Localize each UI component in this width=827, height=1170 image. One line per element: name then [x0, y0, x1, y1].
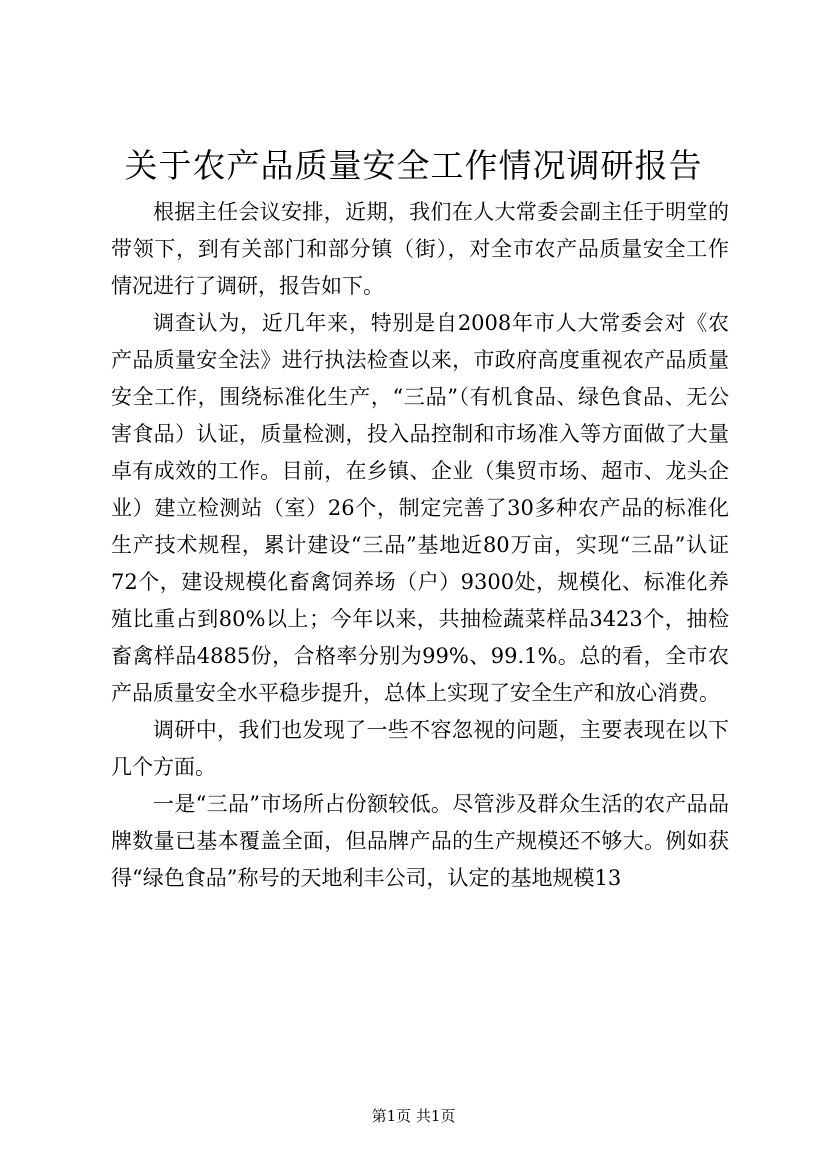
document-title: 关于农产品质量安全工作情况调研报告 — [124, 146, 703, 185]
document-body — [111, 194, 729, 897]
page-number-footer: 第1页 共1页 — [371, 1107, 456, 1125]
paragraph-problems-intro: 调研中，我们也发现了一些不容忽视的问题，主要表现在以下几个方面。 — [111, 718, 729, 779]
paragraph-findings: 调查认为，近几年来，特别是自2008年市人大常委会对《农产品质量安全法》进行执法检查以来，市政府高度重视农产品质量安全工作，围绕标准化生产，“三品”（有机食品、绿色食品、无公害食品）认证，质量检测，投入品控制和市场准入等方面做了大量卓有成效的工作。目前，在乡镇、企业（集贸市场、超市、龙头企业）建立检测站（室）26个，制定完善了30多种农产品的标准化生产技术规程，累计建设“三品”基地近80万亩，实现“三品”认证72个，建设规模化畜禽饲养场（户）9300处，规模化、标准化养殖比重占到80%以上；今年以来，共抽检蔬菜样品3423个，抽检畜禽样品4885份，合格率分别为99%、99.1%。总的看，全市农产品质量安全水平稳步提升，总体上实现了安全生产和放心消费。 — [111, 311, 729, 705]
paragraph-problem-one: 一是“三品”市场所占份额较低。尽管涉及群众生活的农产品品牌数量已基本覆盖全面，但品牌产品的生产规模还不够大。例如获得“绿色食品”称号的天地利丰公司，认定的基地规模13 — [111, 792, 729, 890]
paragraph-intro: 根据主任会议安排，近期，我们在人大常委会副主任于明堂的带领下，到有关部门和部分镇（街），对全市农产品质量安全工作情况进行了调研，报告如下。 — [111, 200, 729, 298]
